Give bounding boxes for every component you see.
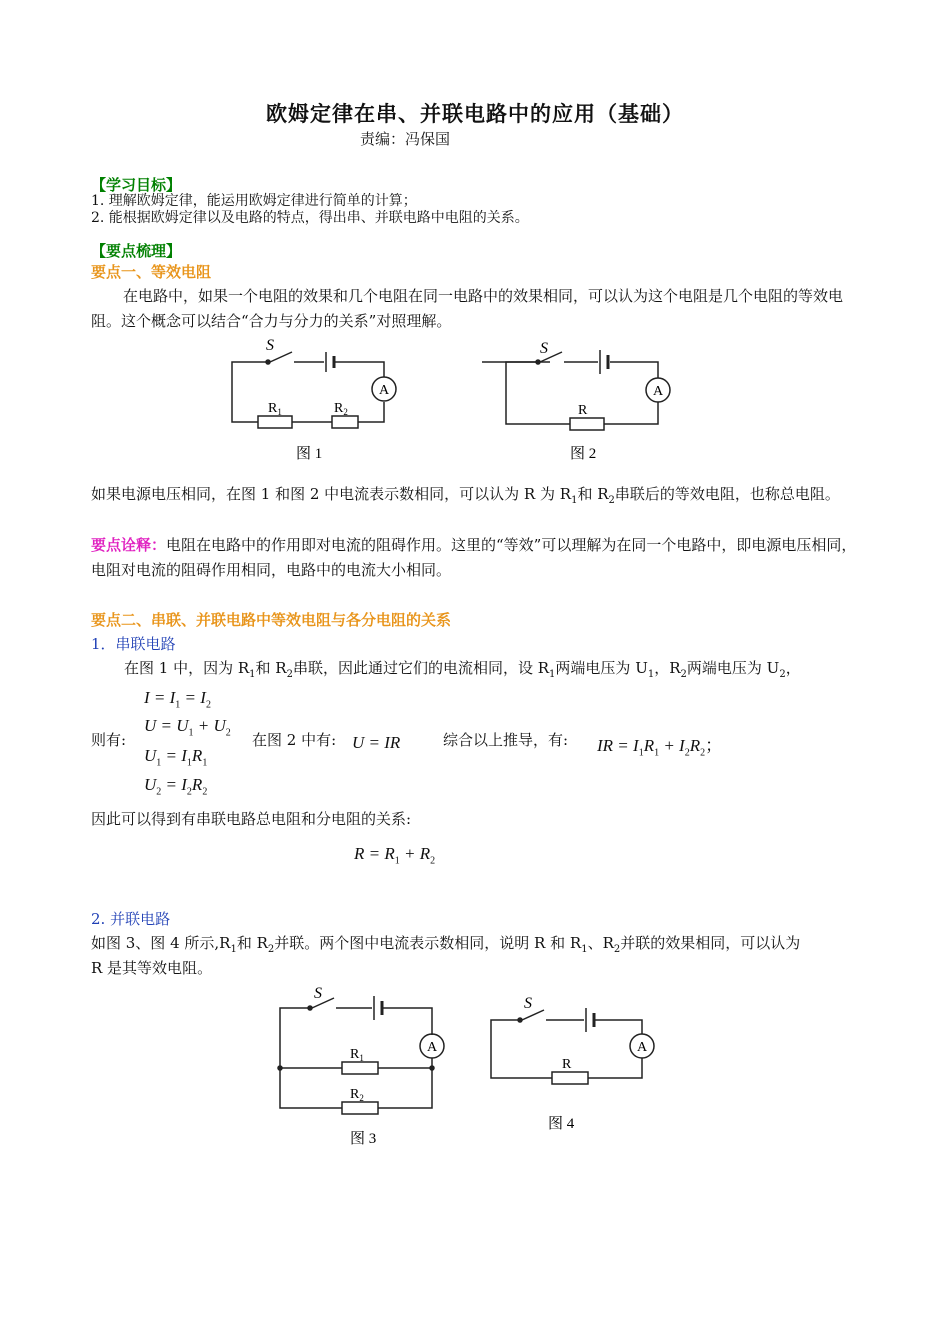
key-note-label: 要点诠释：	[91, 536, 167, 554]
parallel-heading: 2. 并联电路	[91, 910, 171, 928]
parallel-paragraph-line2: R 是其等效电阻。	[91, 959, 213, 977]
eq-u2: $U_2 = I_2R_2$	[144, 775, 208, 798]
fig4-r-label: R	[562, 1057, 572, 1072]
fig3-wire	[280, 1008, 342, 1108]
fig3-wire	[378, 1058, 432, 1108]
page-title: 欧姆定律在串、并联电路中的应用（基础）	[266, 102, 684, 126]
objectives-heading: 【学习目标】	[91, 176, 182, 194]
fig4-wire	[491, 1020, 552, 1078]
fig2-caption: 图 2	[570, 446, 597, 462]
fig3-ammeter-label: A	[427, 1040, 438, 1055]
fig2-wire	[506, 362, 570, 424]
fig4-switch-contact	[518, 1018, 522, 1022]
eq-u1: $U_1 = I_1R_1$	[144, 746, 208, 769]
then-label: 则有:	[91, 731, 127, 749]
objective-item: 1. 理解欧姆定律，能运用欧姆定律进行简单的计算；	[91, 193, 417, 209]
fig4-caption: 图 4	[548, 1116, 575, 1132]
fig2-ammeter-label: A	[653, 384, 664, 399]
fig3-r1-label: $R_1$	[350, 1047, 364, 1063]
editor-credit: 责编：冯保国	[360, 130, 451, 148]
fig3-junction	[278, 1066, 282, 1070]
point1-paragraph: 在电路中，如果一个电阻的效果和几个电阻在同一电路中的效果相同，可以认为这个电阻是几个电阻的等效电阻。这个概念可以结合“合力与分力的关系”对照理解。	[91, 287, 844, 330]
point2-heading: 要点二、串联、并联电路中等效电阻与各分电阻的关系	[91, 611, 452, 629]
fig1-resistor-r1	[258, 416, 292, 428]
fig4-wire	[588, 1058, 642, 1078]
series-paragraph: 在图 1 中，因为 $R_1$和 $R_2$串联，因此通过它们的电流相同，设 $R_1$两端电压为 $U_1$，$R_2$两端电压为 $U_2$，	[124, 659, 801, 680]
fig3-switch-contact	[308, 1006, 312, 1010]
objective-item: 2. 能根据欧姆定律以及电路的特点，得出串、并联电路中电阻的关系。	[91, 210, 529, 226]
fig2-r-label: R	[578, 403, 588, 418]
eq-voltage: $U = U_1 + U_2$	[144, 716, 231, 739]
fig2-switch-contact	[536, 360, 540, 364]
fig2-wire	[610, 362, 658, 378]
fig4-ammeter-label: A	[637, 1040, 648, 1055]
fig2-equation: U = IR	[352, 733, 401, 752]
fig2-eq-label: 在图 2 中有:	[252, 731, 337, 749]
fig3-junction	[430, 1066, 434, 1070]
key-note-paragraph: 要点诠释：电阻在电路中的作用即对电流的阻碍作用。这里的“等效”可以理解为在同一个电路中，即电源电压相同，电阻对电流的阻碍作用相同，电路中的电流大小相同。	[91, 536, 857, 579]
fig3-wire	[382, 1008, 432, 1035]
summary-equation: IR = $I_1R_1 + I_2R_2$；	[597, 736, 723, 759]
fig1-r2-label: $R_2$	[334, 401, 348, 417]
fig1-r1-label: $R_1$	[268, 401, 282, 417]
fig1-switch-contact	[266, 360, 270, 364]
fig2-wire	[604, 402, 658, 424]
fig4-resistor-r	[552, 1072, 588, 1084]
summary-label: 综合以上推导，有:	[443, 731, 569, 749]
fig3-r2-label: $R_2$	[350, 1087, 364, 1103]
series-heading: 1．串联电路	[91, 635, 176, 653]
equivalent-resistor-paragraph: 如果电源电压相同，在图 1 和图 2 中电流表示数相同，可以认为 R 为 $R_1$和 $R_2$串联后的等效电阻，也称总电阻。	[91, 485, 840, 506]
parallel-paragraph-line1: 如图 3、图 4 所示$,R_1$和 $R_2$并联。两个图中电流表示数相同，说明 R 和 $R_1$、$R_2$并联的效果相同，可以认为	[91, 934, 801, 955]
fig3-caption: 图 3	[350, 1131, 377, 1147]
fig4-switch-label: S	[524, 995, 532, 1012]
fig1-ammeter-label: A	[379, 383, 390, 398]
fig1-wire	[348, 362, 384, 377]
fig3-resistor-r1	[342, 1062, 378, 1074]
fig2-resistor-r	[570, 418, 604, 430]
fig1-switch-label: S	[266, 337, 274, 354]
point1-heading: 要点一、等效电阻	[91, 263, 212, 281]
fig3-switch-label: S	[314, 985, 322, 1002]
fig3-resistor-r2	[342, 1102, 378, 1114]
eq-current: $I = I_1 = I_2$	[144, 688, 211, 711]
conclusion-text: 因此可以得到有串联电路总电阻和分电阻的关系:	[91, 810, 412, 828]
fig1-caption: 图 1	[296, 446, 323, 462]
final-equation: $R = R_1 + R_2$	[354, 844, 436, 867]
figure-3-4	[270, 980, 670, 1155]
figure-1-2	[220, 332, 690, 472]
fig4-wire	[594, 1020, 642, 1034]
fig1-resistor-r2	[332, 416, 358, 428]
fig1-wire	[232, 362, 270, 422]
fig2-switch-label: S	[540, 340, 548, 357]
key-points-heading: 【要点梳理】	[91, 242, 182, 260]
